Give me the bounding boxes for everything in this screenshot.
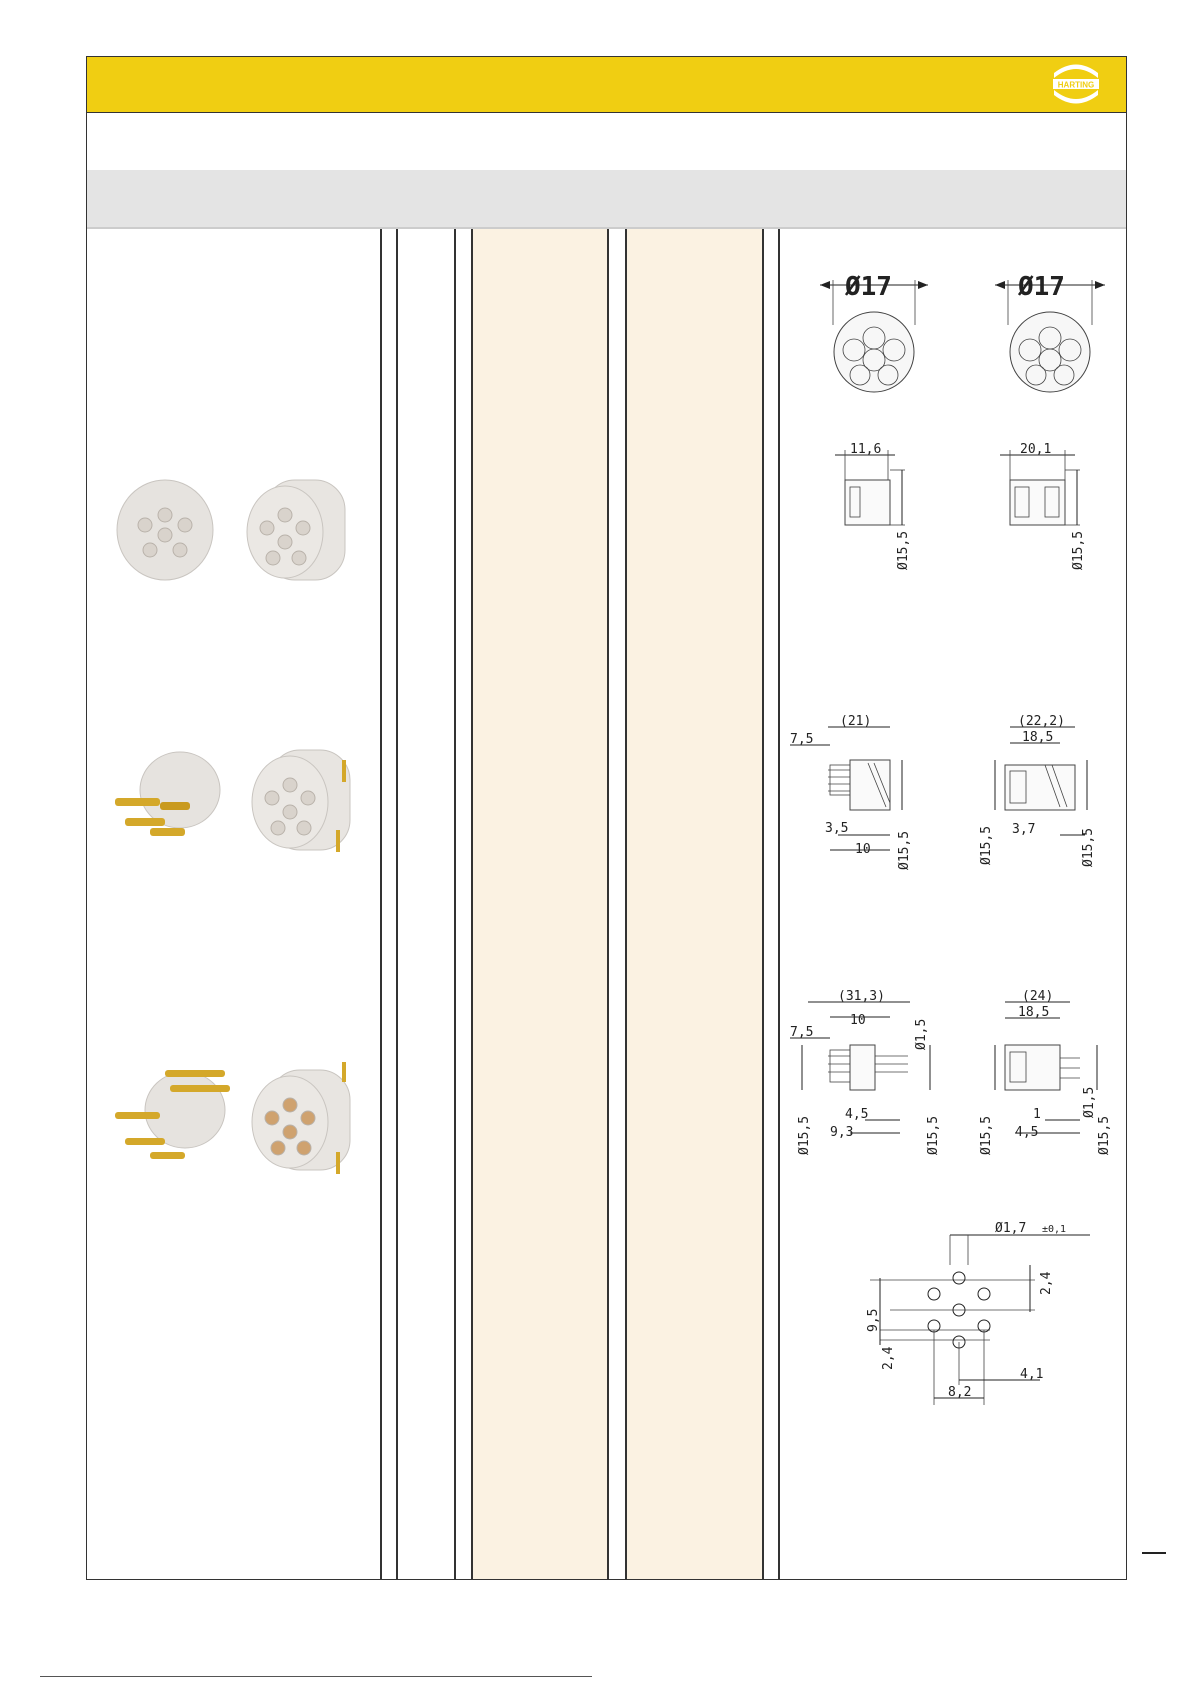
dim-pcb-w2: 8,2: [948, 1385, 972, 1400]
column-line: [380, 229, 382, 1579]
dim-row1-left-diameter: Ø15,5: [896, 530, 911, 570]
dim-row3-left-total: (31,3): [838, 989, 885, 1004]
dim-row3-right-total: (24): [1022, 989, 1054, 1004]
dim-row2-left-total: (21): [840, 714, 872, 729]
column-line: [396, 229, 398, 1579]
harting-logo: [1049, 58, 1103, 110]
column-line: [762, 229, 764, 1579]
product-photo-female-insert: [105, 470, 355, 590]
dim-row3-right-diameter-1: Ø15,5: [979, 1115, 994, 1155]
column-line: [625, 229, 627, 1579]
dim-row3-right-c: 4,5: [1015, 1125, 1039, 1140]
pcb-hole-layout: [866, 1220, 1090, 1430]
column-line: [471, 229, 473, 1579]
dim-row3-left-diameter-1: Ø15,5: [797, 1115, 812, 1155]
dim-right-diameter: Ø17: [1018, 272, 1065, 302]
dim-row1-right-diameter: Ø15,5: [1071, 530, 1086, 570]
dim-row2-right-a: 18,5: [1022, 730, 1054, 745]
dim-row3-left-a: 10: [850, 1013, 866, 1028]
logo-text: HARTING: [1057, 80, 1095, 90]
dim-row3-right-diameter-2: Ø15,5: [1097, 1115, 1112, 1155]
dim-row2-left-b: 3,5: [825, 821, 849, 836]
column-line: [778, 229, 780, 1579]
product-photo-long-pin-insert: [110, 1060, 360, 1180]
column-fill-1: [472, 229, 607, 1579]
dim-pcb-hole: Ø1,7: [995, 1221, 1027, 1236]
dim-row2-left-a: 7,5: [790, 732, 814, 747]
dim-row1-left-length: 11,6: [850, 442, 882, 457]
dim-row2-right-diameter-1: Ø15,5: [979, 825, 994, 865]
side-view-row2: [790, 715, 1120, 875]
dim-row3-right-b: 1: [1033, 1107, 1041, 1122]
dim-pcb-h3: 2,4: [881, 1346, 896, 1370]
dim-pcb-h2: 9,5: [866, 1308, 881, 1332]
dim-row3-left-c: 4,5: [845, 1107, 869, 1122]
dim-pcb-h1: 2,4: [1039, 1271, 1054, 1295]
side-view-row3: [790, 990, 1120, 1160]
column-fill-2: [626, 229, 762, 1579]
dim-left-diameter: Ø17: [845, 272, 892, 302]
dim-row2-left-diameter: Ø15,5: [897, 830, 912, 870]
dim-pcb-w1: 4,1: [1020, 1367, 1044, 1382]
table-header-band: [87, 170, 1126, 228]
page-marker: [1142, 1552, 1166, 1554]
dim-row3-left-pin: Ø1,5: [914, 1018, 929, 1050]
dim-row3-left-b: 7,5: [790, 1025, 814, 1040]
column-line: [607, 229, 609, 1579]
column-line: [454, 229, 456, 1579]
dim-row2-right-total: (22,2): [1018, 714, 1065, 729]
dim-row3-right-a: 18,5: [1018, 1005, 1050, 1020]
dim-row2-right-b: 3,7: [1012, 822, 1036, 837]
product-photo-pcb-insert: [110, 740, 360, 860]
dim-row3-right-pin: Ø1,5: [1082, 1086, 1097, 1118]
face-view-drawings: [800, 265, 1130, 395]
dim-row3-left-d: 9,3: [830, 1125, 854, 1140]
dim-row2-right-diameter-2: Ø15,5: [1081, 827, 1096, 867]
dim-row3-left-diameter-2: Ø15,5: [926, 1115, 941, 1155]
dim-pcb-tolerance: ±0,1: [1042, 1224, 1067, 1235]
dim-row1-right-length: 20,1: [1020, 442, 1052, 457]
footer-line: [40, 1676, 592, 1677]
side-view-row1: [820, 442, 1120, 580]
dim-row2-left-c: 10: [855, 842, 871, 857]
